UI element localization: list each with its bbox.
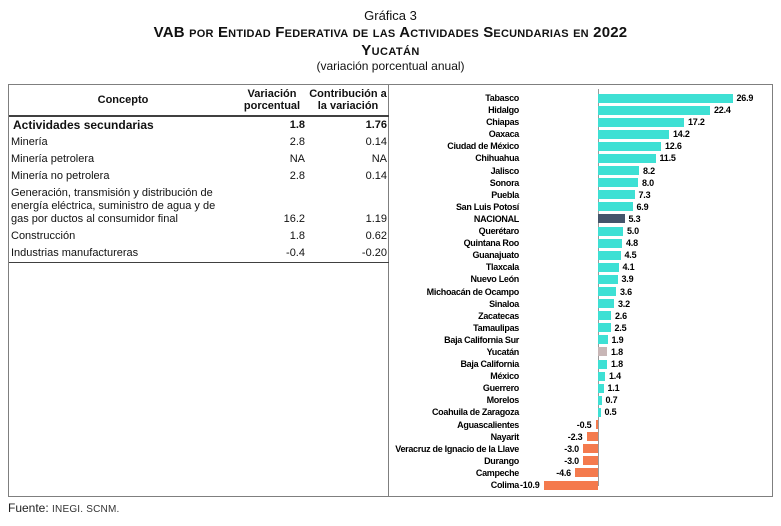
bar-category-label: México — [490, 371, 519, 382]
bar-category-label: Nuevo León — [470, 274, 519, 285]
bar-value-label: 2.5 — [614, 322, 627, 333]
contribucion-cell: 0.14 — [365, 170, 387, 182]
chart-bar — [598, 190, 635, 199]
figure-units: (variación porcentual anual) — [316, 59, 465, 73]
chart-row — [389, 128, 772, 140]
chart-bar — [598, 130, 669, 139]
chart-bar — [598, 299, 614, 308]
bar-value-label: 0.5 — [604, 407, 617, 418]
concept-cell: Minería no petrolera — [11, 170, 110, 182]
chart-bar — [598, 214, 625, 223]
chart-row — [389, 177, 772, 189]
bar-value-label: -3.0 — [564, 455, 579, 466]
bar-category-label: Tamaulipas — [473, 322, 519, 333]
chart-bar — [575, 468, 598, 477]
bar-value-label: 8.2 — [643, 165, 655, 176]
bar-value-label: 5.0 — [627, 226, 639, 237]
chart-row — [389, 479, 772, 491]
chart-row — [389, 370, 772, 382]
summary-table-panel — [9, 85, 389, 496]
figure-number: Gráfica 3 — [364, 8, 417, 23]
bar-category-label: Zacatecas — [478, 310, 519, 321]
chart-row — [389, 431, 772, 443]
header-concepto: Concepto — [9, 85, 237, 116]
contribucion-cell: NA — [371, 153, 387, 165]
figure-titles — [0, 0, 781, 73]
bar-value-label: 12.6 — [665, 141, 682, 152]
chart-bar — [598, 118, 684, 127]
bar-category-label: Guerrero — [482, 383, 519, 394]
chart-row — [389, 467, 772, 479]
source-label: Fuente: — [8, 501, 49, 515]
bar-category-label: Sonora — [489, 177, 519, 188]
chart-bar — [544, 481, 599, 490]
chart-row — [389, 419, 772, 431]
chart-row — [389, 346, 772, 358]
concept-cell: Construcción — [11, 230, 76, 242]
bar-value-label: 26.9 — [736, 93, 754, 103]
variacion-cell: 2.8 — [289, 170, 305, 182]
bar-category-label: NACIONAL — [473, 213, 519, 224]
chart-row — [389, 443, 772, 455]
chart-bar — [598, 239, 622, 248]
figure-subtitle-state: Yucatán — [361, 42, 420, 59]
bar-value-label: 2.6 — [615, 310, 627, 321]
chart-row — [389, 189, 772, 201]
contribucion-cell: 0.14 — [365, 136, 387, 148]
chart-row — [389, 382, 772, 394]
concept-cell: Minería — [11, 136, 48, 148]
variacion-cell: 16.2 — [283, 213, 305, 225]
summary-table — [9, 85, 389, 263]
concept-cell: Generación, transmisión y distribución de energía eléctrica, suministro de agua y de gas por ductos al consumidor final — [11, 187, 216, 225]
table-row — [9, 151, 389, 168]
bar-chart-panel — [389, 85, 772, 496]
concept-cell: Industrias manufactureras — [9, 245, 237, 263]
bar-value-label: -3.0 — [564, 443, 579, 454]
bar-category-label: Yucatán — [486, 346, 519, 357]
bar-value-label: -4.6 — [556, 467, 571, 478]
chart-row — [389, 116, 772, 128]
chart-row — [389, 298, 772, 310]
bar-value-label: 0.7 — [605, 395, 618, 406]
chart-bar — [598, 263, 619, 272]
bar-category-label: Veracruz de Ignacio de la Llave — [395, 443, 519, 454]
bar-category-label: Aguascalientes — [457, 419, 519, 430]
chart-bar — [598, 311, 611, 320]
bar-value-label: 5.3 — [628, 213, 641, 224]
bar-value-label: 22.4 — [714, 105, 731, 116]
bar-category-label: Jalisco — [490, 165, 519, 176]
bar-value-label: 14.2 — [673, 129, 690, 140]
bar-category-label: Ciudad de México — [447, 141, 519, 152]
bar-category-label: Morelos — [486, 395, 519, 406]
source-note — [8, 501, 119, 515]
chart-bar — [598, 347, 607, 356]
bar-category-label: Campeche — [475, 467, 519, 478]
bar-value-label: 3.9 — [621, 274, 634, 285]
contribucion-cell: 1.76 — [365, 119, 387, 131]
contribucion-cell: -0.20 — [307, 245, 389, 263]
chart-bar — [583, 456, 598, 465]
variacion-cell: -0.4 — [237, 245, 307, 263]
bar-value-label: 1.8 — [611, 359, 623, 370]
bar-value-label: 1.1 — [607, 383, 620, 394]
chart-bar — [598, 178, 638, 187]
bar-value-label: -0.5 — [576, 419, 592, 430]
chart-row — [389, 358, 772, 370]
bar-value-label: 3.2 — [618, 298, 630, 309]
chart-bar — [598, 251, 621, 260]
chart-row — [389, 213, 772, 225]
chart-bar — [598, 202, 633, 211]
bar-category-label: Puebla — [491, 189, 519, 200]
chart-rows — [389, 92, 772, 491]
bar-value-label: 3.6 — [620, 286, 632, 297]
bar-value-label: 1.4 — [609, 371, 621, 382]
bar-value-label: 8.0 — [642, 177, 654, 188]
chart-bar — [596, 420, 599, 429]
chart-row — [389, 406, 772, 418]
chart-bar — [598, 94, 733, 103]
chart-bar — [598, 396, 602, 405]
table-row — [9, 116, 389, 134]
table-row — [9, 245, 389, 263]
chart-bar — [587, 432, 599, 441]
bar-value-label: 11.5 — [659, 153, 676, 164]
chart-bar — [598, 166, 639, 175]
chart-row — [389, 201, 772, 213]
bar-category-label: Chiapas — [486, 117, 519, 128]
variacion-cell: 2.8 — [289, 136, 305, 148]
bar-category-label: Guanajuato — [472, 250, 519, 261]
chart-row — [389, 237, 772, 249]
bar-category-label: Sinaloa — [489, 298, 519, 309]
table-header-row — [9, 85, 389, 116]
source-value: INEGI. SCNM. — [52, 504, 120, 515]
bar-category-label: Oaxaca — [488, 129, 519, 140]
chart-row — [389, 261, 772, 273]
bar-category-label: Tabasco — [485, 93, 519, 103]
contribucion-cell: 0.62 — [365, 230, 387, 242]
bar-category-label: Coahuila de Zaragoza — [431, 407, 519, 418]
chart-bar — [598, 154, 656, 163]
chart-row — [389, 165, 772, 177]
chart-bar — [598, 106, 710, 115]
variacion-cell: NA — [289, 153, 305, 165]
bar-value-label: 4.5 — [624, 250, 637, 261]
bar-value-label: 1.9 — [611, 334, 624, 345]
contribucion-cell: 1.19 — [365, 213, 387, 225]
bar-category-label: Chihuahua — [475, 153, 519, 164]
figure-title: VAB por Entidad Federativa de las Actividades Secundarias en 2022 — [153, 24, 628, 41]
chart-bar — [598, 408, 601, 417]
variacion-cell: 1.8 — [289, 230, 305, 242]
chart-row — [389, 322, 772, 334]
chart-bar — [598, 142, 661, 151]
bar-category-label: Baja California Sur — [444, 334, 519, 345]
bar-category-label: Colima — [490, 480, 519, 490]
chart-row — [389, 334, 772, 346]
bar-value-label: 7.3 — [638, 189, 651, 200]
bar-category-label: Tlaxcala — [485, 262, 519, 273]
chart-row — [389, 249, 772, 261]
bar-value-label: 4.8 — [626, 238, 638, 249]
concept-cell: Actividades secundarias — [13, 118, 154, 132]
chart-bar — [598, 323, 611, 332]
table-row — [9, 168, 389, 185]
chart-row — [389, 273, 772, 285]
bar-category-label: Durango — [484, 455, 519, 466]
variacion-cell: 1.8 — [289, 119, 305, 131]
header-contribucion: Contribución a la variación — [307, 85, 389, 116]
figure-box — [8, 84, 773, 497]
bar-category-label: Michoacán de Ocampo — [426, 286, 519, 297]
bar-value-label: -10.9 — [519, 480, 540, 490]
chart-row — [389, 310, 772, 322]
bar-category-label: San Luis Potosí — [455, 201, 519, 212]
chart-row — [389, 140, 772, 152]
table-row — [9, 185, 389, 228]
bar-category-label: Hidalgo — [488, 105, 519, 116]
bar-value-label: 4.1 — [622, 262, 635, 273]
chart-bar — [598, 384, 604, 393]
chart-bar — [598, 335, 608, 344]
header-variacion: Variación porcentual — [237, 85, 307, 116]
concept-cell: Minería petrolera — [11, 153, 95, 165]
chart-bar — [598, 275, 618, 284]
bar-value-label: 17.2 — [688, 117, 705, 128]
table-body — [9, 116, 389, 263]
bar-category-label: Querétaro — [478, 226, 519, 237]
chart-row — [389, 152, 772, 164]
bar-category-label: Baja California — [460, 359, 519, 370]
table-row — [9, 134, 389, 151]
chart-row — [389, 455, 772, 467]
chart-row — [389, 225, 772, 237]
table-row — [9, 228, 389, 245]
bar-value-label: 6.9 — [636, 201, 649, 212]
chart-bar — [598, 372, 605, 381]
chart-row — [389, 394, 772, 406]
bar-category-label: Quintana Roo — [463, 238, 519, 249]
chart-bar — [598, 287, 616, 296]
chart-bar — [598, 227, 623, 236]
chart-bar — [598, 360, 607, 369]
chart-row — [389, 92, 772, 104]
chart-bar — [583, 444, 598, 453]
bar-value-label: 1.8 — [611, 346, 623, 357]
bar-category-label: Nayarit — [490, 431, 519, 442]
chart-row — [389, 286, 772, 298]
bar-value-label: -2.3 — [567, 431, 583, 442]
chart-row — [389, 104, 772, 116]
